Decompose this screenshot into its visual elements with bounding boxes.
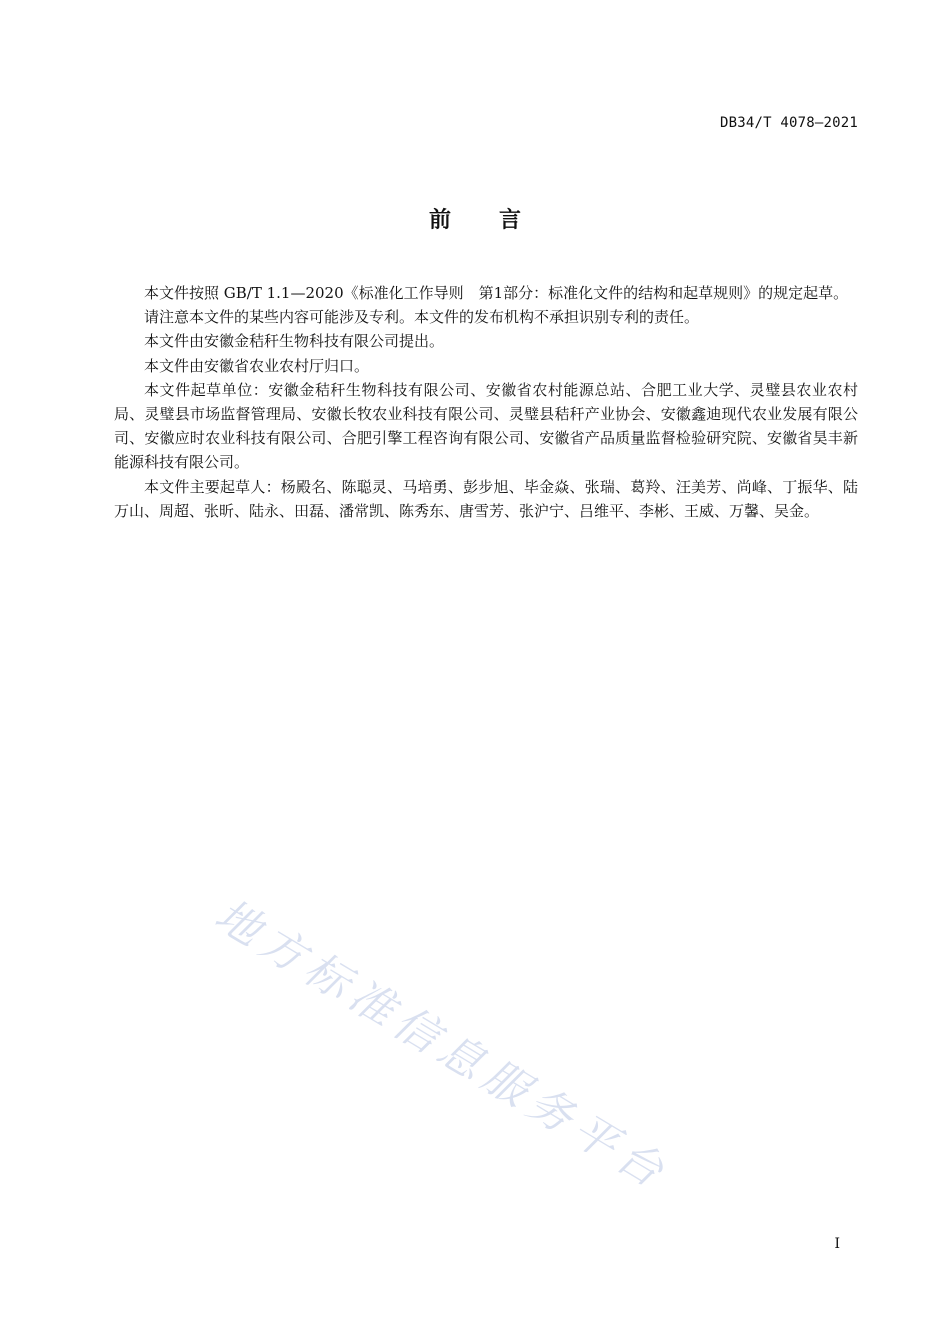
paragraph-proposer: 本文件由安徽金秸秆生物科技有限公司提出。 — [144, 332, 445, 351]
page-title: 前言 — [428, 208, 569, 233]
paragraph-drafters: 本文件主要起草人：杨殿名、陈聪灵、马培勇、彭步旭、毕金焱、张瑞、葛羚、汪美芳、尚峰、丁振华、陆万山、周超、张昕、陆永、田磊、潘常凯、陈秀东、唐雪芳、张沪宁、吕维平、李彬、王威、万馨、吴金。 — [114, 477, 858, 520]
page-number: I — [834, 1236, 840, 1252]
document-code: DB34/T 4078—2021 — [719, 115, 858, 131]
paragraph-centralized-unit: 本文件由安徽省农业农村厅归口。 — [144, 356, 370, 375]
paragraph-patent-notice: 请注意本文件的某些内容可能涉及专利。本文件的发布机构不承担识别专利的责任。 — [144, 308, 700, 327]
watermark: 地方标准信息服务平台 — [206, 889, 679, 1201]
paragraph-drafting-units: 本文件起草单位：安徽金秸秆生物科技有限公司、安徽省农村能源总站、合肥工业大学、灵璧县农业农村局、灵璧县市场监督管理局、安徽长牧农业科技有限公司、灵璧县秸秆产业协会、安徽鑫迪现代农业发展有限公司、安徽应时农业科技有限公司、合肥引擎工程咨询有限公司、安徽省产品质量监督检验研究院、安徽省昊丰新能源科技有限公司。 — [114, 380, 858, 472]
foreword-body — [114, 281, 858, 523]
paragraph-drafting-rules: 本文件按照 GB/T 1.1—2020《标准化工作导则 第1部分：标准化文件的结构和起草规则》的规定起草。 — [144, 284, 849, 302]
